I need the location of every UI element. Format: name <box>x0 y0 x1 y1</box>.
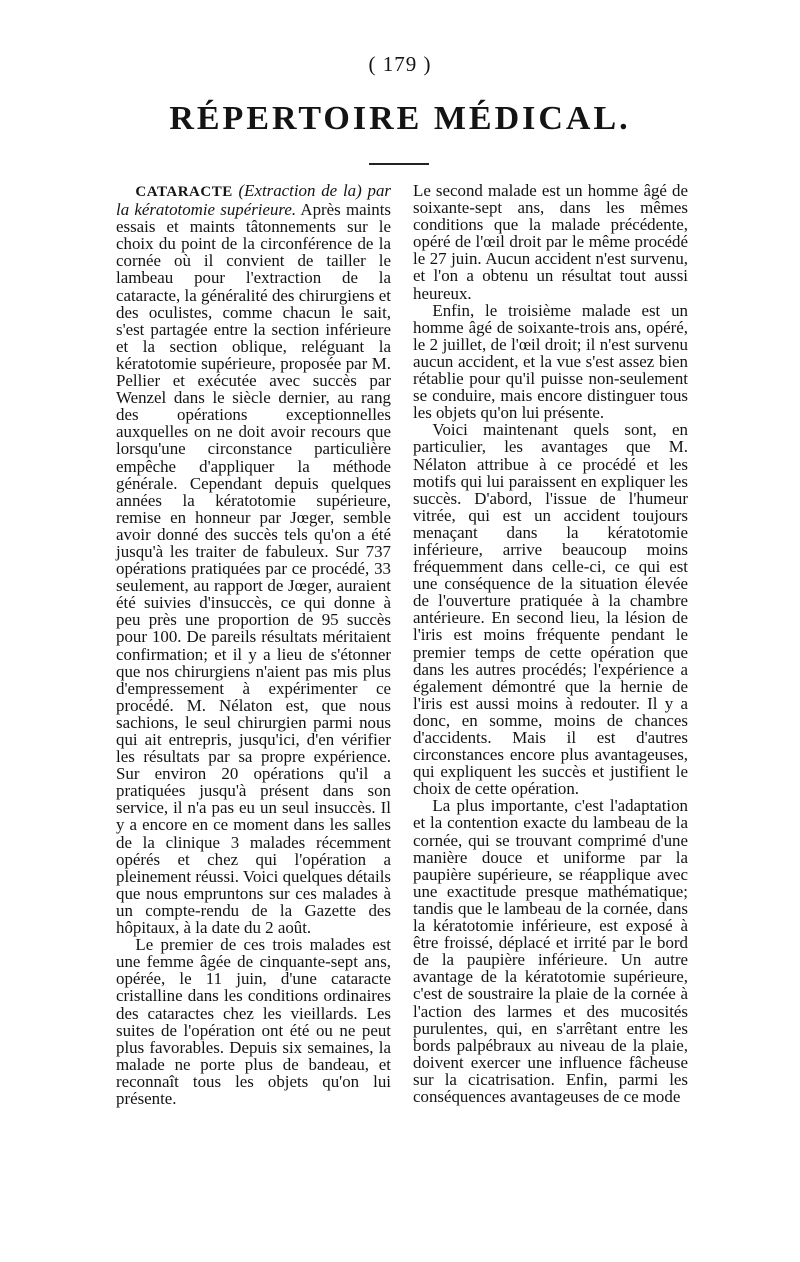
paragraph-text: Après maints essais et maints tâtonnements sur le choix du point de la circonférence de la cornée où il convient de tailler le lambeau pour l'extraction de la cataracte, la généralité des chirurgiens et des oculistes, comme chacun le sait, s'est partagée entre la section inférieure et la section oblique, reléguant la kératotomie supérieure, proposée par M. Pellier et exécutée avec succès par Wenzel dans le siècle dernier, au rang des opérations exceptionnelles auxquelles on ne doit avoir recours que lorsqu'une circonstance particulière empêche d'appliquer la méthode générale. Cependant depuis quelques années la kératotomie supérieure, remise en honneur par Jœger, semble avoir donné des succès tels qu'on a été jusqu'à les traiter de fabuleux. Sur 737 opérations pratiquées par ce procédé, 33 seulement, au rapport de Jœger, auraient été suivies d'insuccès, ce qui donne à peu près une proportion de 95 succès pour 100. De pareils résultats méritaient confirmation; et il y a lieu de s'étonner que nos chirurgiens n'aient pas mis plus d'empressement à expérimenter ce procédé. M. Nélaton est, que nous sachions, le seul chirurgien parmi nous qui ait entrepris, jusqu'ici, d'en vérifier les résultats par sa propre expérience. Sur environ 20 opérations qu'il a pratiquées jusqu'à présent dans son service, il n'a pas eu un seul insuccès. Il y a encore en ce moment dans les salles de la clinique 3 malades récemment opérés et chez qui l'opération a pleinement réussi. Voici quelques détails que nous empruntons sur ces malades à un compte-rendu de la Gazette des hôpitaux, à la date du 2 août. <box>116 200 391 938</box>
article-subtitle: (Extraction de la) par la kératotomie supérieure. <box>116 181 391 220</box>
left-column <box>116 182 391 1107</box>
page-title: RÉPERTOIRE MÉDICAL. <box>169 100 631 137</box>
paragraph: Voici maintenant quels sont, en particulier, les avantages que M. Nélaton attribue à ce procédé et les motifs qui lui paraissent en expliquer les succès. D'abord, l'issue de l'humeur vitrée, qui est un accident toujours menaçant dans la kératotomie inférieure, arrive beaucoup moins fréquemment dans celle-ci, ce qui est une conséquence de la situation élevée de l'ouverture pratiquée à la chambre antérieure. En second lieu, la lésion de l'iris est moins fréquente pendant le premier temps de cette opération que dans les autres procédés; l'expérience a également démontré que la hernie de l'iris est aussi moins à redouter. Il y a donc, en somme, moins de chances d'accidents. Mais il est d'autres circonstances encore plus avantageuses, qui expliquent les succès et justifient le choix de cette opération. <box>413 420 688 799</box>
article-opening-paragraph <box>116 182 391 936</box>
paragraph: Enfin, le troisième malade est un homme âgé de soixante-trois ans, opéré, le 2 juillet, de l'œil droit; il n'est survenu aucun accident, et la vue s'est assez bien rétablie pour qu'il puisse non-seulement se conduire, mais encore distinguer tous les objets qu'on lui présente. <box>413 300 688 423</box>
paragraph: Le premier de ces trois malades est une femme âgée de cinquante-sept ans, opérée, le 11 juin, d'une cataracte cristalline dans les conditions ordinaires des cataractes chez les vieillards. Les suites de l'opération ont été ou ne peut plus favorables. Depuis six semaines, la malade ne porte plus de bandeau, et reconnaît tous les objets qu'on lui présente. <box>116 935 391 1108</box>
page-number: ( 179 ) <box>368 52 432 76</box>
paragraph: Le second malade est un homme âgé de soixante-sept ans, dans les mêmes conditions que la malade précédente, opéré de l'œil droit par le même procédé le 27 juin. Aucun accident n'est survenu, et l'on a obtenu un résultat tout aussi heureux. <box>413 181 688 303</box>
paragraph: La plus importante, c'est l'adaptation et la contention exacte du lambeau de la cornée, qui se trouvant comprimé d'une manière douce et uniforme par la paupière supérieure, se réapplique avec une exactitude presque mathématique; tandis que le lambeau de la cornée, dans la kératotomie inférieure, est exposé à être froissé, déplacé et irrité par le bord de la paupière inférieure. Un autre avantage de la kératotomie supérieure, c'est de soustraire la plaie de la cornée à l'action des larmes et des mucosités purulentes, qui, en s'arrêtant entre les bords palpébraux au niveau de la plaie, doivent exercer une influence fâcheuse sur la cicatrisation. Enfin, parmi les conséquences avantageuses de ce mode <box>413 796 688 1106</box>
right-column <box>413 182 688 1105</box>
title-divider <box>369 163 429 165</box>
article-headword: CATARACTE <box>135 184 233 200</box>
